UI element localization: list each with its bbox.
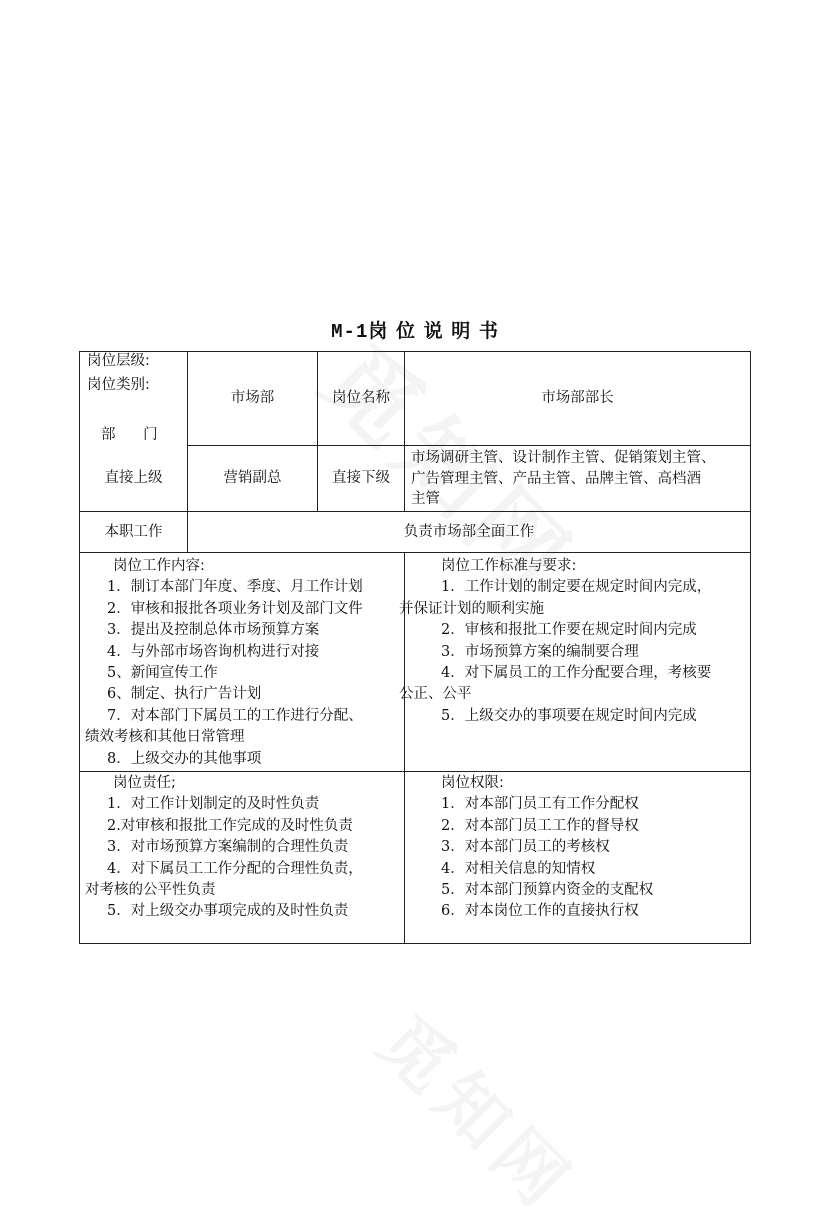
table-border-left <box>79 351 80 944</box>
table-border-right <box>750 351 751 944</box>
work-standards-title: 岗位工作标准与要求: <box>441 558 577 574</box>
subordinate-line: 广告管理主管、产品主管、品牌主管、高档酒 <box>411 470 701 487</box>
list-item: 4．对下属员工的工作分配要合理，考核要 <box>441 665 712 682</box>
list-item: 4．与外部市场咨询机构进行对接 <box>107 643 320 660</box>
duty-value: 负责市场部全面工作 <box>403 523 535 540</box>
subordinate-line: 市场调研主管、设计制作主管、促销策划主管、 <box>411 450 716 466</box>
responsibility-section <box>85 773 401 923</box>
list-item-continued: 公正、公平 <box>399 686 472 703</box>
subordinate-list <box>411 448 749 510</box>
level-label: 岗位层级: <box>87 353 150 369</box>
list-item: 3．对本部门员工的考核权 <box>441 839 610 856</box>
list-item: 4．对相关信息的知情权 <box>441 860 596 877</box>
title-text: 岗 位 说 明 书 <box>368 320 499 342</box>
list-item-continued: 对考核的公平性负责 <box>85 882 216 899</box>
subordinate-line: 主管 <box>411 491 440 507</box>
position-label: 岗位名称 <box>332 390 390 406</box>
list-item: 6、制定、执行广告计划 <box>107 686 262 703</box>
authority-title: 岗位权限: <box>441 775 504 791</box>
duty-label: 本职工作 <box>104 523 163 540</box>
list-item: 1．对工作计划制定的及时性负责 <box>107 796 320 813</box>
watermark-bottom <box>359 990 600 1231</box>
dept-value: 市场部 <box>230 390 275 406</box>
list-item: 2．审核和报批工作要在规定时间内完成 <box>441 622 697 639</box>
list-item: 3．市场预算方案的编制要合理 <box>441 643 639 660</box>
work-standards-section <box>399 556 749 727</box>
list-item: 3．对市场预算方案编制的合理性负责 <box>107 839 349 856</box>
position-value: 市场部部长 <box>541 390 614 406</box>
list-item: 1．对本部门员工有工作分配权 <box>441 796 639 813</box>
superior-label: 直接上级 <box>104 470 163 486</box>
list-item: 2.对审核和报批工作完成的及时性负责 <box>107 817 353 834</box>
list-item: 5．对本部门预算内资金的支配权 <box>441 882 654 899</box>
job-description-table <box>79 351 751 944</box>
responsibility-title: 岗位责任; <box>113 775 176 791</box>
list-item: 2．对本部门员工工作的督导权 <box>441 817 639 834</box>
list-item: 4．对下属员工工作分配的合理性负责， <box>107 860 363 877</box>
list-item: 2．审核和报批各项业务计划及部门文件 <box>107 600 363 617</box>
list-item: 5．对上级交办事项完成的及时性负责 <box>107 903 349 920</box>
subordinate-label: 直接下级 <box>332 470 390 486</box>
list-item: 8．上级交办的其他事项 <box>107 750 262 767</box>
list-item-continued: 绩效考核和其他日常管理 <box>85 729 245 746</box>
work-content-title: 岗位工作内容: <box>113 558 205 574</box>
list-item: 6．对本岗位工作的直接执行权 <box>441 903 639 920</box>
list-item: 5．上级交办的事项要在规定时间内完成 <box>441 707 697 724</box>
list-item: 5、新闻宣传工作 <box>107 665 218 682</box>
list-item: 7．对本部门下属员工的工作进行分配、 <box>107 707 363 724</box>
category-label: 岗位类别: <box>87 377 150 393</box>
table-border-bottom <box>79 943 751 944</box>
list-item: 3．提出及控制总体市场预算方案 <box>107 622 320 639</box>
document-title <box>0 316 830 343</box>
dept-label: 部 门 <box>101 427 158 443</box>
work-content-section <box>85 556 401 770</box>
list-item-continued: 并保证计划的顺利实施 <box>399 600 544 617</box>
list-item: 1．制订本部门年度、季度、月工作计划 <box>107 579 363 596</box>
title-code: M-1 <box>331 321 369 343</box>
table-rule <box>79 552 751 553</box>
table-rule <box>79 771 751 772</box>
superior-value: 营销副总 <box>223 470 282 486</box>
authority-section <box>399 773 749 923</box>
list-item: 1．工作计划的制定要在规定时间内完成， <box>441 579 712 596</box>
